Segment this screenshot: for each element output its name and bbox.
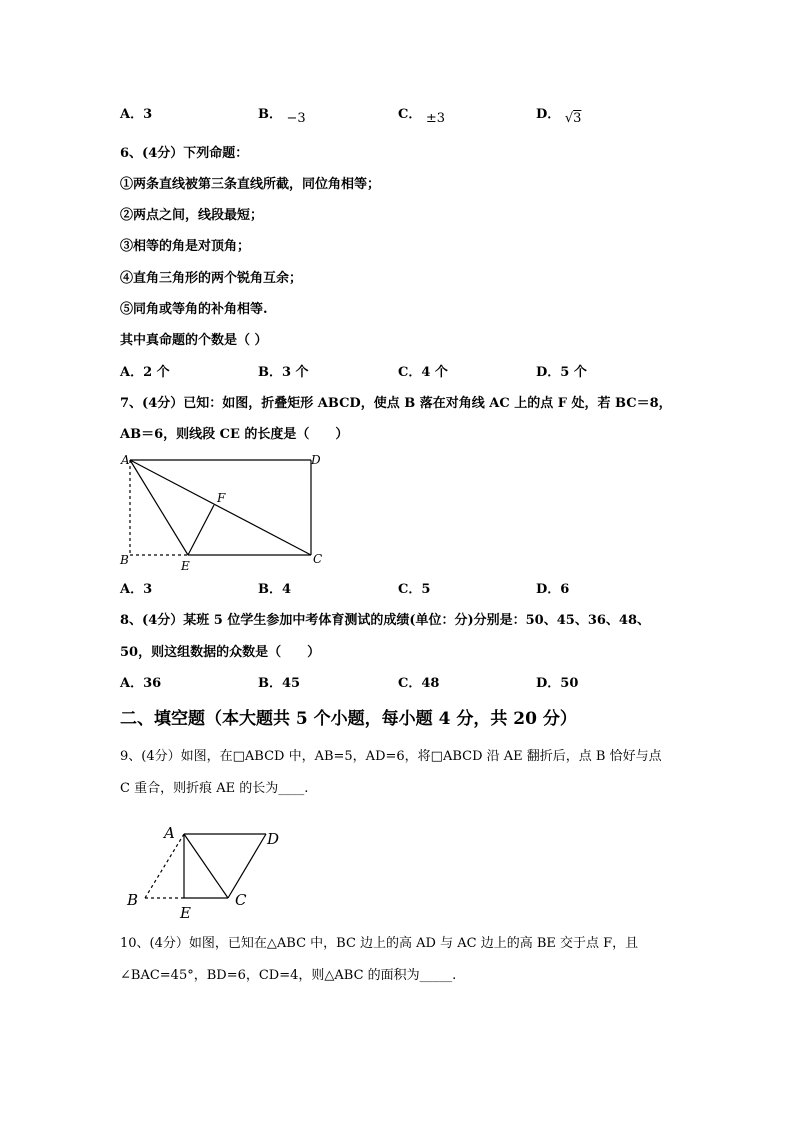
q8-option-c[interactable]: C．48 (398, 676, 440, 691)
q6-stem: 6、(4分）下列命题： (120, 146, 249, 161)
sqrt-three: √3 (564, 111, 582, 126)
q7-label-f: F (217, 491, 226, 505)
q7-option-c[interactable]: C．5 (398, 582, 431, 597)
q5-option-c[interactable]: C． ±3 (398, 107, 446, 126)
q8-option-b[interactable]: B．45 (258, 676, 301, 691)
q6-item-1: ①两条直线被第三条直线所截，同位角相等； (120, 177, 381, 192)
q9-figure (120, 818, 300, 923)
q7-option-d[interactable]: D．6 (536, 582, 570, 597)
q9-label-b: B (127, 891, 139, 909)
q8-option-d[interactable]: D．50 (536, 676, 579, 691)
q7-option-b[interactable]: B．4 (258, 582, 292, 597)
q6-option-c[interactable]: C．4 个 (398, 365, 448, 380)
q7-label-a: A (121, 453, 130, 467)
q5-option-d[interactable]: D． √3 (536, 107, 582, 126)
q8-option-a[interactable]: A．36 (120, 676, 162, 691)
q6-question: 其中真命题的个数是（ ） (120, 333, 268, 348)
q7-segment-ef (188, 505, 214, 555)
q7-fold-ae (130, 460, 188, 555)
q6-item-5: ⑤同角或等角的补角相等. (120, 302, 268, 317)
q9-segment-ac (184, 834, 228, 898)
q6-option-d[interactable]: D．5 个 (536, 365, 587, 380)
q6-item-4: ④直角三角形的两个锐角互余； (120, 271, 303, 286)
q7-figure (110, 448, 340, 578)
q9-stem-line1: 9、(4分）如图，在□ABCD 中，AB=5，AD=6，将□ABCD 沿 AE 翻折后，点 B 恰好与点 (120, 749, 662, 764)
q6-option-a[interactable]: A．2 个 (120, 365, 170, 380)
q7-label-d: D (311, 453, 321, 467)
q9-label-c: C (235, 891, 247, 909)
section-2-title: 二、填空题（本大题共 5 个小题，每小题 4 分，共 20 分） (120, 709, 577, 729)
q9-side-dc (228, 834, 266, 898)
q8-stem-line1: 8、(4分）某班 5 位学生参加中考体育测试的成绩(单位：分)分别是：50、45、36、48、 (120, 613, 651, 628)
q9-stem-line2: C 重合，则折痕 AE 的长为____. (120, 781, 309, 796)
q6-item-3: ③相等的角是对顶角； (120, 239, 251, 254)
q9-label-a: A (164, 824, 175, 842)
q7-label-b: B (120, 553, 129, 567)
q6-item-2: ②两点之间，线段最短； (120, 208, 264, 223)
q9-label-d: D (267, 830, 280, 848)
q7-option-a[interactable]: A．3 (120, 582, 153, 597)
q7-label-c: C (313, 552, 323, 566)
q7-diagonal-ac (130, 460, 311, 555)
q8-stem-line2: 50，则这组数据的众数是（ ） (120, 645, 321, 660)
q10-stem-line1: 10、(4分）如图，已知在△ABC 中，BC 边上的高 AD 与 AC 边上的高 BE 交于点 F，且 (120, 936, 639, 951)
q10-stem-line2: ∠BAC=45°，BD=6，CD=4，则△ABC 的面积为_____. (120, 968, 457, 983)
q9-side-ab-dashed (145, 834, 184, 898)
q7-stem-line2: AB＝6，则线段 CE 的长度是（ ） (120, 427, 349, 442)
q6-option-b[interactable]: B．3 个 (258, 365, 309, 380)
q9-label-e: E (180, 904, 191, 922)
q5-option-b[interactable]: B． −3 (258, 107, 306, 126)
q5-option-a[interactable]: A．3 (120, 107, 153, 122)
q7-stem-line1: 7、(4分）已知：如图，折叠矩形 ABCD，使点 B 落在对角线 AC 上的点 F 处，若 BC＝8， (120, 396, 672, 411)
q7-label-e: E (181, 559, 190, 573)
